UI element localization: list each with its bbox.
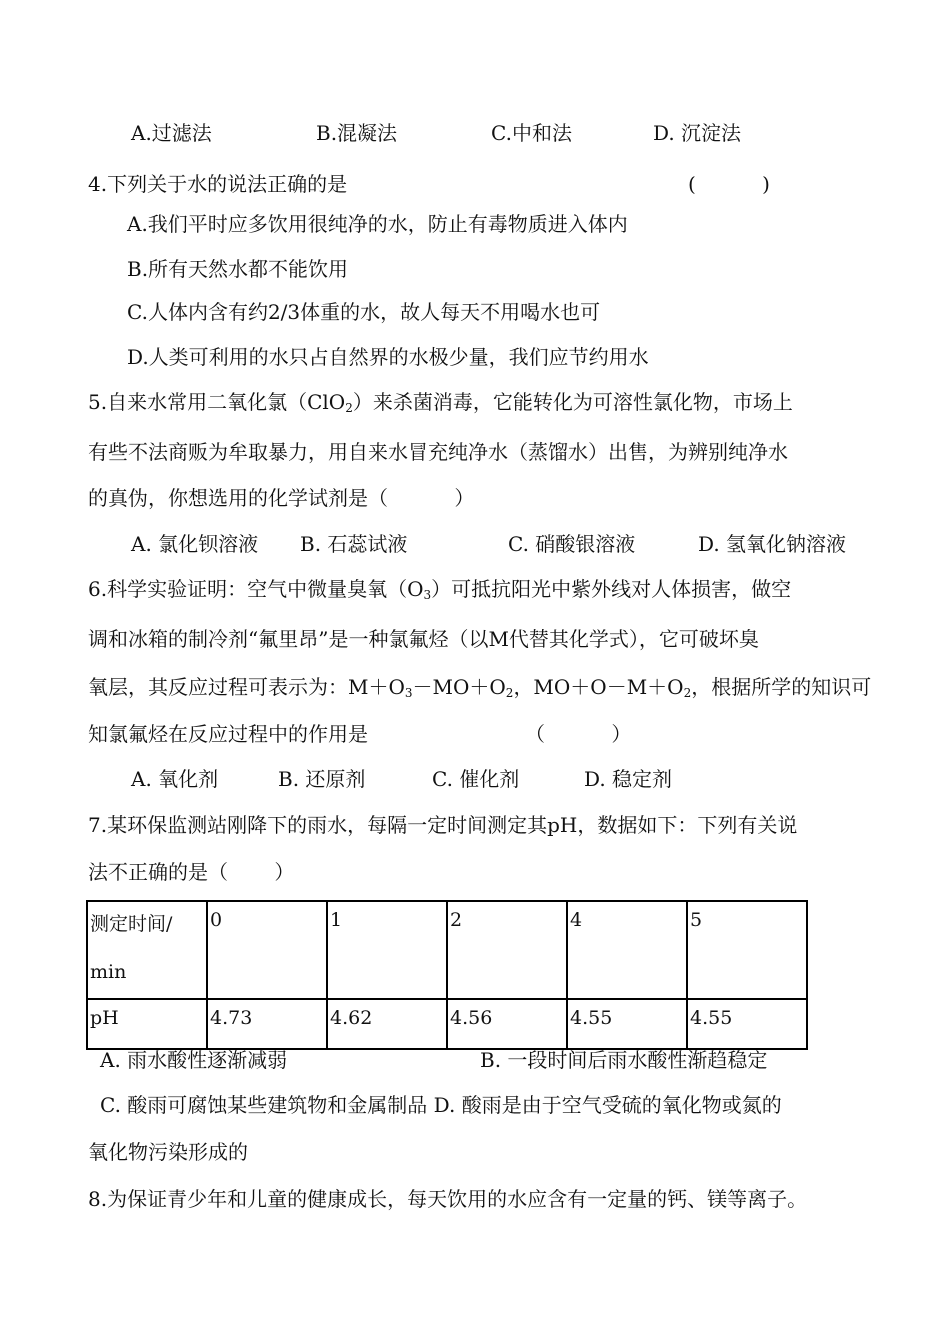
q5-option-d: D. 氢氧化钠溶液 bbox=[698, 532, 847, 556]
q6-line-4: 知氯氟烃在反应过程中的作用是 bbox=[88, 722, 368, 746]
table-cell-time: 5 bbox=[687, 901, 807, 999]
q6-line-1: 6.科学实验证明：空气中微量臭氧$(O_3)$可抵抗阳光中紫外线对人体损害，做空 bbox=[88, 577, 792, 602]
q3-option-d: D. 沉淀法 bbox=[653, 121, 742, 145]
table-cell-time: 1 bbox=[327, 901, 447, 999]
table-cell-ph: 4.55 bbox=[567, 999, 687, 1049]
table-cell-time: 4 bbox=[567, 901, 687, 999]
q6-answer-bracket: （ ） bbox=[525, 722, 632, 746]
q6-line-2: 调和冰箱的制冷剂“氟里昂”是一种氯氟烃（以M代替其化学式），它可破坏臭 bbox=[88, 627, 759, 651]
q5-option-b: B. 石蕊试液 bbox=[300, 532, 408, 556]
table-cell-time: 0 bbox=[207, 901, 327, 999]
q6-option-d: D. 稳定剂 bbox=[584, 767, 673, 791]
q7-option-d-continued: 氧化物污染形成的 bbox=[88, 1140, 248, 1164]
q5-line-1: 5.自来水常用二氧化氯（ClO$_2$）来杀菌消毒，它能转化为可溶性氯化物，市场上 bbox=[88, 390, 793, 415]
q6-option-b: B. 还原剂 bbox=[278, 767, 366, 791]
table-row-ph bbox=[87, 999, 807, 1049]
q3-option-c: C.中和法 bbox=[491, 121, 572, 145]
q7-option-b: B. 一段时间后雨水酸性渐趋稳定 bbox=[480, 1048, 768, 1072]
table-cell-ph: 4.62 bbox=[327, 999, 447, 1049]
q6-option-a: A. 氧化剂 bbox=[131, 767, 219, 791]
q4-option-a: A.我们平时应多饮用很纯净的水，防止有毒物质进入体内 bbox=[127, 212, 628, 236]
q4-option-b: B.所有天然水都不能饮用 bbox=[127, 257, 349, 281]
table-row-time bbox=[87, 901, 807, 999]
q4-option-c: C.人体内含有约2/3体重的水，故人每天不用喝水也可 bbox=[127, 300, 601, 324]
q7-line-2: 法不正确的是（ ） bbox=[88, 860, 295, 884]
q5-option-c: C. 硝酸银溶液 bbox=[508, 532, 636, 556]
table-cell-ph: 4.56 bbox=[447, 999, 567, 1049]
q3-option-b: B.混凝法 bbox=[316, 121, 398, 145]
q5-line-3: 的真伪，你想选用的化学试剂是（ ） bbox=[88, 486, 475, 510]
q4-stem: 4.下列关于水的说法正确的是 bbox=[88, 172, 348, 196]
q5-line-2: 有些不法商贩为牟取暴力，用自来水冒充纯净水（蒸馏水）出售，为辨别纯净水 bbox=[88, 440, 788, 464]
head-label-line-1: 测定时间/ bbox=[90, 913, 173, 935]
table-cell-time: 2 bbox=[447, 901, 567, 999]
table-cell-ph: 4.73 bbox=[207, 999, 327, 1049]
q8-line-1: 8.为保证青少年和儿童的健康成长，每天饮用的水应含有一定量的钙、镁等离子。 bbox=[88, 1187, 808, 1211]
q6-line-3: 氧层，其反应过程可表示为：$M+O_3-MO+O_2$，$MO+O-M+O_2$，根据所学的知识可 bbox=[88, 675, 872, 700]
head-label-line-2: min bbox=[90, 961, 127, 983]
q5-option-a: A. 氯化钡溶液 bbox=[131, 532, 259, 556]
q7-line-1: 7.某环保监测站刚降下的雨水，每隔一定时间测定其pH，数据如下：下列有关说 bbox=[88, 813, 798, 837]
q4-answer-bracket: ( ) bbox=[688, 172, 770, 196]
ph-data-table bbox=[86, 900, 808, 1050]
q7-option-a: A. 雨水酸性逐渐减弱 bbox=[100, 1048, 288, 1072]
q3-option-a: A.过滤法 bbox=[131, 121, 212, 145]
q6-option-c: C. 催化剂 bbox=[432, 767, 520, 791]
q4-option-d: D.人类可利用的水只占自然界的水极少量，我们应节约用水 bbox=[127, 345, 649, 369]
table-head-cell bbox=[87, 901, 207, 999]
table-row-label: pH bbox=[87, 999, 207, 1049]
table-cell-ph: 4.55 bbox=[687, 999, 807, 1049]
q7-option-cd-line: C. 酸雨可腐蚀某些建筑物和金属制品 D. 酸雨是由于空气受硫的氧化物或氮的 bbox=[100, 1093, 782, 1117]
